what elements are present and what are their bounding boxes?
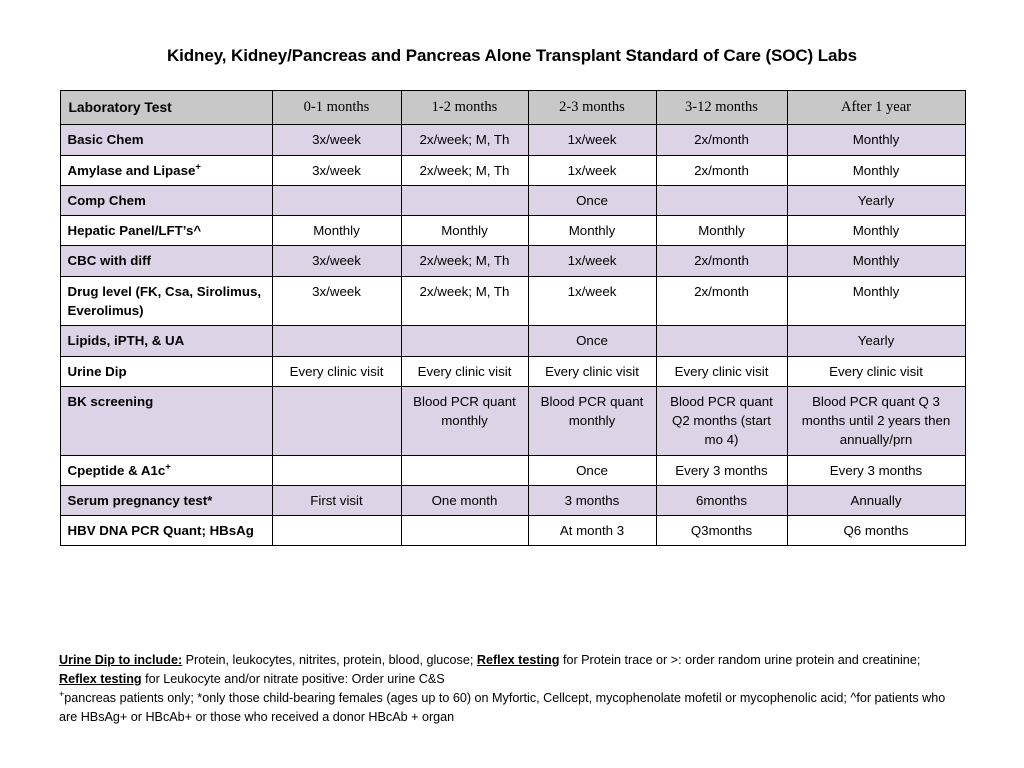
table-cell-value: 2x/month [656,155,787,185]
table-cell-value: Monthly [272,216,401,246]
table-cell-value: 2x/month [656,246,787,276]
footnote-urine-dip-text-a: Protein, leukocytes, nitrites, protein, blood, glucose; [182,653,477,667]
table-cell-test-name [60,185,272,215]
column-header-1-2-months: 1-2 months [401,91,528,125]
table-cell-value: Every 3 months [656,455,787,485]
test-name-label: Lipids, iPTH, & UA [67,333,185,349]
table-cell-value: Every clinic visit [272,356,401,386]
table-row [60,386,965,455]
table-cell-value [272,386,401,455]
table-cell-value [272,516,401,546]
table-cell-value: First visit [272,485,401,515]
table-cell-value: Blood PCR quant Q 3 months until 2 years then annually/prn [787,386,965,455]
table-cell-value: Monthly [401,216,528,246]
table-cell-test-name [60,276,272,326]
table-cell-value: Every clinic visit [787,356,965,386]
footnotes [59,651,959,728]
page-title: Kidney, Kidney/Pancreas and Pancreas Alone Transplant Standard of Care (SOC) Labs [166,46,858,65]
test-name-label: Amylase and Lipase [67,162,196,178]
table-cell-value: Every 3 months [787,455,965,485]
table-cell-value: 3x/week [272,246,401,276]
footnote-urine-dip [59,651,959,689]
table-cell-value [401,455,528,485]
table-cell-value: Monthly [787,246,965,276]
table-cell-test-name [60,125,272,155]
table-cell-test-name [60,455,272,485]
table-cell-value: 2x/month [656,125,787,155]
column-header-after-1-year: After 1 year [787,91,965,125]
table-row [60,326,965,356]
soc-labs-table [60,90,966,546]
table-row [60,246,965,276]
table-cell-value: 1x/week [528,155,656,185]
table-row [60,516,965,546]
table-cell-value: Monthly [656,216,787,246]
table-cell-test-name [60,155,272,185]
table-body [60,125,965,546]
test-name-superscript: + [165,461,171,473]
table-cell-value: Yearly [787,185,965,215]
table-row [60,356,965,386]
table-cell-value: 3 months [528,485,656,515]
table-row [60,216,965,246]
table-cell-value: At month 3 [528,516,656,546]
table-cell-value: 3x/week [272,276,401,326]
table-cell-value [401,185,528,215]
test-name-label: Comp Chem [67,192,146,208]
table-cell-value [656,185,787,215]
test-name-label: Drug level (FK, Csa, Sirolimus, Everolimus) [67,283,262,318]
table-header [60,91,965,125]
footnote-urine-dip-text-c: for Leukocyte and/or nitrate positive: Order urine C&S [141,672,445,687]
table-cell-value [272,185,401,215]
table-header-row [60,91,965,125]
test-name-label: Serum pregnancy test* [67,492,213,508]
table-cell-value: Every clinic visit [401,356,528,386]
table-cell-value: 3x/week [272,155,401,185]
column-header-3-12-months: 3-12 months [656,91,787,125]
table-cell-value: One month [401,485,528,515]
table-cell-value: Annually [787,485,965,515]
table-cell-value: 2x/week; M, Th [401,155,528,185]
footnote-urine-dip-label: Urine Dip to include: [59,653,183,667]
column-header-0-1-months: 0-1 months [272,91,401,125]
column-header-2-3-months: 2-3 months [528,91,656,125]
table-cell-value: 1x/week [528,246,656,276]
table-cell-value: Monthly [787,155,965,185]
test-name-label: BK screening [67,393,154,409]
table-cell-value: Blood PCR quant Q2 months (start mo 4) [656,386,787,455]
test-name-label: HBV DNA PCR Quant; HBsAg [67,523,254,539]
test-name-label: Hepatic Panel/LFT’s^ [67,223,202,239]
footnote-plus-symbol: + [59,689,65,700]
table-cell-value: 2x/week; M, Th [401,276,528,326]
table-cell-value [401,516,528,546]
table-row [60,125,965,155]
table-cell-value: Once [528,326,656,356]
table-cell-value: Once [528,185,656,215]
test-name-label: Cpeptide & A1c [67,462,166,478]
table-cell-test-name [60,326,272,356]
table-cell-value: Monthly [787,216,965,246]
footnote-symbols [59,689,959,727]
footnote-reflex-testing-1: Reflex testing [476,653,560,667]
test-name-superscript: + [195,161,201,173]
table-cell-value: 2x/month [656,276,787,326]
table-cell-value: 2x/week; M, Th [401,246,528,276]
table-cell-value: 3x/week [272,125,401,155]
table-row [60,155,965,185]
table-cell-value: Yearly [787,326,965,356]
table-cell-value: Once [528,455,656,485]
soc-labs-table-container [60,90,965,546]
table-cell-value [272,455,401,485]
table-cell-value: Every clinic visit [656,356,787,386]
test-name-label: CBC with diff [67,253,151,269]
table-cell-value: Blood PCR quant monthly [528,386,656,455]
table-cell-value: Blood PCR quant monthly [401,386,528,455]
table-cell-test-name [60,356,272,386]
column-header-laboratory-test: Laboratory Test [60,91,272,125]
table-cell-value: Q6 months [787,516,965,546]
table-cell-value [272,326,401,356]
table-cell-value: Monthly [787,276,965,326]
table-cell-test-name [60,246,272,276]
table-cell-test-name [60,516,272,546]
table-cell-value: 6months [656,485,787,515]
table-row [60,185,965,215]
table-cell-value: 2x/week; M, Th [401,125,528,155]
table-cell-value: Every clinic visit [528,356,656,386]
test-name-label: Urine Dip [67,363,127,379]
table-cell-test-name [60,216,272,246]
footnote-reflex-testing-2: Reflex testing [59,672,142,687]
table-cell-value: 1x/week [528,125,656,155]
table-cell-value: 1x/week [528,276,656,326]
table-cell-value: Monthly [528,216,656,246]
table-row [60,276,965,326]
table-cell-test-name [60,386,272,455]
footnote-urine-dip-text-b: for Protein trace or >: order random urine protein and creatinine; [559,653,921,667]
table-cell-value [656,326,787,356]
table-cell-value: Q3months [656,516,787,546]
table-cell-value: Monthly [787,125,965,155]
table-cell-value [401,326,528,356]
test-name-label: Basic Chem [67,132,144,148]
footnote-symbols-text: pancreas patients only; *only those child-bearing females (ages up to 60) on Myfortic, Cellcept, mycophenolate mofetil or mycophenolic acid; ^for patients who are HBsAg+ or HBcAb+ or those who received a donor HBcAb + organ [59,691,946,725]
table-row [60,455,965,485]
table-row [60,485,965,515]
table-cell-test-name [60,485,272,515]
